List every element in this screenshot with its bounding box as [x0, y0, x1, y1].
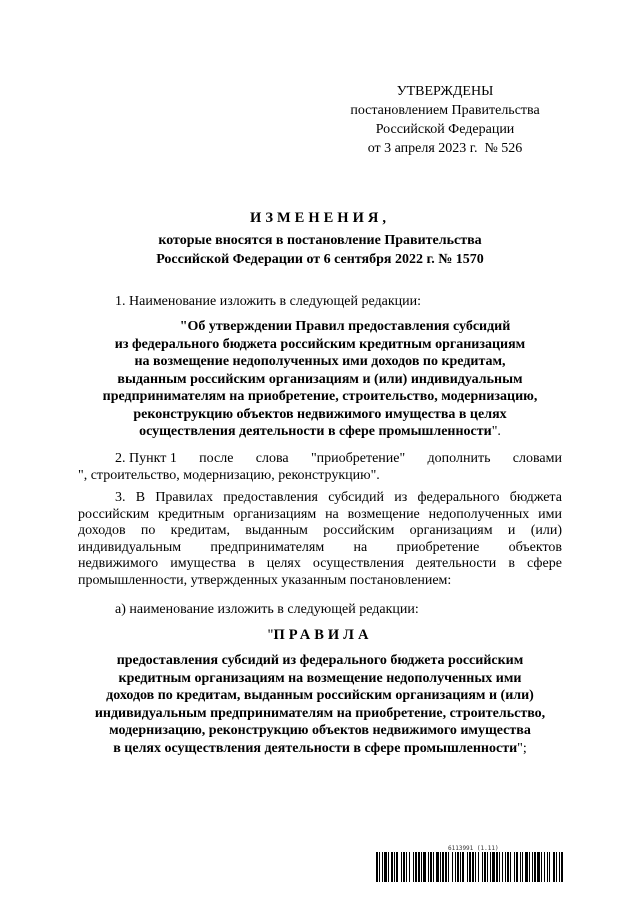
- word: имущества: [170, 556, 236, 571]
- pravila-subtitle: [78, 652, 562, 757]
- subtitle-line: Российской Федерации от 6 сентября 2022 г. № 1570: [156, 252, 484, 267]
- word: из: [394, 490, 408, 505]
- word: федерального: [417, 490, 500, 505]
- word: недополученных: [428, 506, 530, 522]
- approval-line: УТВЕРЖДЕНЫ: [396, 84, 494, 99]
- barcode-bar: [514, 852, 515, 882]
- word: и: [507, 523, 516, 538]
- barcode-bar: [529, 852, 530, 882]
- word: слова: [255, 451, 289, 466]
- barcode-bar: [421, 852, 422, 882]
- barcode-bar: [492, 852, 495, 882]
- word: ими: [538, 506, 562, 522]
- word: возмещение: [347, 506, 420, 522]
- barcode-bar: [436, 852, 439, 882]
- barcode-bar: [379, 852, 380, 882]
- barcode-bar: [455, 852, 456, 882]
- quote-line-text: осуществления деятельности в сфере промышленности: [139, 424, 492, 439]
- word: (или): [530, 523, 562, 538]
- barcode-code: 6113991 (1.11): [448, 845, 499, 852]
- approval-stamp: [320, 82, 570, 158]
- barcode-bar: [537, 852, 540, 882]
- pravila-line: индивидуальным предпринимателям на приобретение, строительство,: [94, 705, 546, 721]
- word: в: [508, 556, 515, 571]
- barcode-bar: [561, 852, 563, 882]
- pravila-line: [78, 740, 562, 758]
- word: предпринимателям: [210, 539, 325, 555]
- word: Правилах: [155, 490, 213, 505]
- quote-line: "Об утверждении Правил предоставления субсидий: [179, 319, 511, 334]
- word: по: [140, 523, 156, 538]
- barcode-bar: [507, 852, 509, 882]
- word: объектов: [508, 539, 562, 555]
- quote-line: [78, 423, 562, 441]
- barcode-bar: [406, 852, 407, 882]
- barcode-bar: [475, 852, 476, 882]
- barcode-bar: [478, 852, 479, 882]
- quote-end: ";: [517, 740, 527, 756]
- barcode-bar: [401, 852, 402, 882]
- word: дополнить: [427, 451, 491, 466]
- approval-line: постановлением Правительства: [350, 103, 540, 118]
- item-2: [78, 451, 562, 484]
- approval-line: Российской Федерации: [375, 122, 515, 137]
- item-a-text: а) наименование изложить в следующей редакции:: [115, 602, 419, 617]
- barcode-bar: [418, 852, 420, 882]
- barcode-bar: [396, 852, 398, 882]
- barcode-bar: [472, 852, 474, 882]
- barcode-bar: [442, 852, 444, 882]
- barcode-bar: [553, 852, 555, 882]
- item-2-line: [78, 451, 562, 468]
- barcode-bar: [522, 852, 523, 882]
- word: словами: [512, 451, 562, 466]
- item-3-line: [78, 540, 562, 557]
- pravila-line: предоставления субсидий из федерального бюджета российским: [116, 653, 524, 668]
- word: В: [135, 490, 146, 505]
- word: индивидуальным: [78, 539, 182, 555]
- word: деятельности: [416, 556, 497, 571]
- barcode-bar: [541, 852, 542, 882]
- word: российским: [323, 523, 395, 538]
- word: после: [199, 451, 234, 466]
- item-3: [78, 490, 562, 589]
- barcode-bar: [496, 852, 498, 882]
- word: предоставления: [223, 490, 318, 505]
- barcode-bar: [457, 852, 459, 882]
- word: бюджета: [509, 490, 562, 505]
- barcode-bar: [428, 852, 429, 882]
- item-3-line: [78, 556, 562, 573]
- barcode-bar: [394, 852, 395, 882]
- item-1-text: 1. Наименование изложить в следующей редакции:: [115, 294, 421, 309]
- item-3-line: промышленности, утвержденных указанным постановлением:: [78, 572, 452, 588]
- word: доходов: [78, 523, 126, 538]
- word: выданным: [245, 523, 308, 538]
- barcode-bar: [433, 852, 434, 882]
- barcode-bar: [502, 852, 503, 882]
- quote-line: на возмещение недополученных ими доходов по кредитам,: [134, 354, 506, 369]
- document-title: ИЗМЕНЕНИЯ,: [250, 210, 390, 226]
- item-1-quote: [78, 318, 562, 441]
- barcode-bar: [469, 852, 471, 882]
- word: кредитным: [158, 506, 225, 522]
- barcode-bar: [403, 852, 405, 882]
- quote-line: выданным российским организациям и (или) индивидуальным: [117, 371, 523, 387]
- barcode-bar: [423, 852, 426, 882]
- barcode: [376, 852, 564, 882]
- pravila-title: [0, 627, 640, 644]
- pravila-title-text: ПРАВИЛА: [273, 627, 373, 643]
- word: сфере: [527, 556, 562, 571]
- word: кредитам,: [170, 523, 230, 538]
- barcode-bar: [490, 852, 491, 882]
- barcode-bar: [559, 852, 560, 882]
- barcode-bar: [510, 852, 511, 882]
- word: целях: [266, 556, 301, 571]
- word: "приобретение": [310, 451, 406, 466]
- barcode-bar: [430, 852, 432, 882]
- barcode-bar: [556, 852, 557, 882]
- word: на: [325, 506, 339, 522]
- word: 2. Пункт 1: [115, 451, 177, 466]
- word: недвижимого: [78, 556, 159, 571]
- barcode-bar: [520, 852, 521, 882]
- barcode-bar: [547, 852, 548, 882]
- item-2-line: ", строительство, модернизацию, реконструкцию".: [78, 467, 380, 483]
- barcode-bar: [391, 852, 393, 882]
- item-3-line: [78, 507, 562, 524]
- word: 3.: [115, 490, 126, 505]
- subtitle-line: которые вносятся в постановление Правительства: [158, 233, 482, 248]
- barcode-bar: [462, 852, 464, 882]
- item-3-line: [78, 490, 562, 507]
- quote-line: из федерального бюджета российским кредитным организациям: [114, 336, 526, 352]
- word: российским: [78, 506, 150, 522]
- quote-line: реконструкцию объектов недвижимого имущества в целях: [133, 406, 507, 422]
- barcode-bar: [376, 852, 378, 882]
- word: в: [248, 556, 255, 571]
- word: приобретение: [396, 539, 480, 555]
- word: субсидий: [328, 490, 384, 505]
- barcode-bar: [532, 852, 533, 882]
- barcode-bar: [384, 852, 387, 882]
- pravila-line-text: в целях осуществления деятельности в сфере промышленности: [113, 740, 518, 756]
- barcode-bar: [549, 852, 550, 882]
- barcode-bar: [460, 852, 461, 882]
- barcode-bar: [484, 852, 486, 882]
- barcode-bar: [525, 852, 528, 882]
- barcode-bar: [382, 852, 383, 882]
- barcode-bar: [409, 852, 410, 882]
- barcode-bar: [516, 852, 518, 882]
- pravila-line: кредитным организациям на возмещение недополученных ими: [118, 670, 522, 686]
- word: на: [353, 539, 368, 555]
- barcode-bar: [499, 852, 500, 882]
- barcode-bar: [445, 852, 447, 882]
- barcode-bar: [413, 852, 414, 882]
- word: организациям: [233, 506, 317, 522]
- approval-line: от 3 апреля 2023 г. № 526: [367, 141, 523, 156]
- barcode-bar: [544, 852, 545, 882]
- quote-line: предпринимателям на приобретение, строительство, модернизацию,: [102, 389, 538, 404]
- item-3-line: [78, 523, 562, 540]
- barcode-bar: [487, 852, 488, 882]
- barcode-bar: [415, 852, 417, 882]
- barcode-bar: [448, 852, 449, 882]
- pravila-line: доходов по кредитам, выданным российским организациям и (или): [106, 688, 534, 703]
- barcode-bar: [482, 852, 483, 882]
- pravila-line: модернизацию, реконструкцию объектов недвижимого имущества: [109, 723, 531, 738]
- barcode-bar: [534, 852, 536, 882]
- barcode-bar: [452, 852, 453, 882]
- quote-open: ": [267, 627, 274, 643]
- quote-end: ".: [491, 424, 501, 439]
- word: осуществления: [312, 556, 405, 571]
- word: организациям: [409, 523, 493, 538]
- barcode-bar: [388, 852, 389, 882]
- barcode-bar: [440, 852, 441, 882]
- barcode-bar: [467, 852, 468, 882]
- barcode-bar: [505, 852, 506, 882]
- document-subtitle: [0, 231, 640, 269]
